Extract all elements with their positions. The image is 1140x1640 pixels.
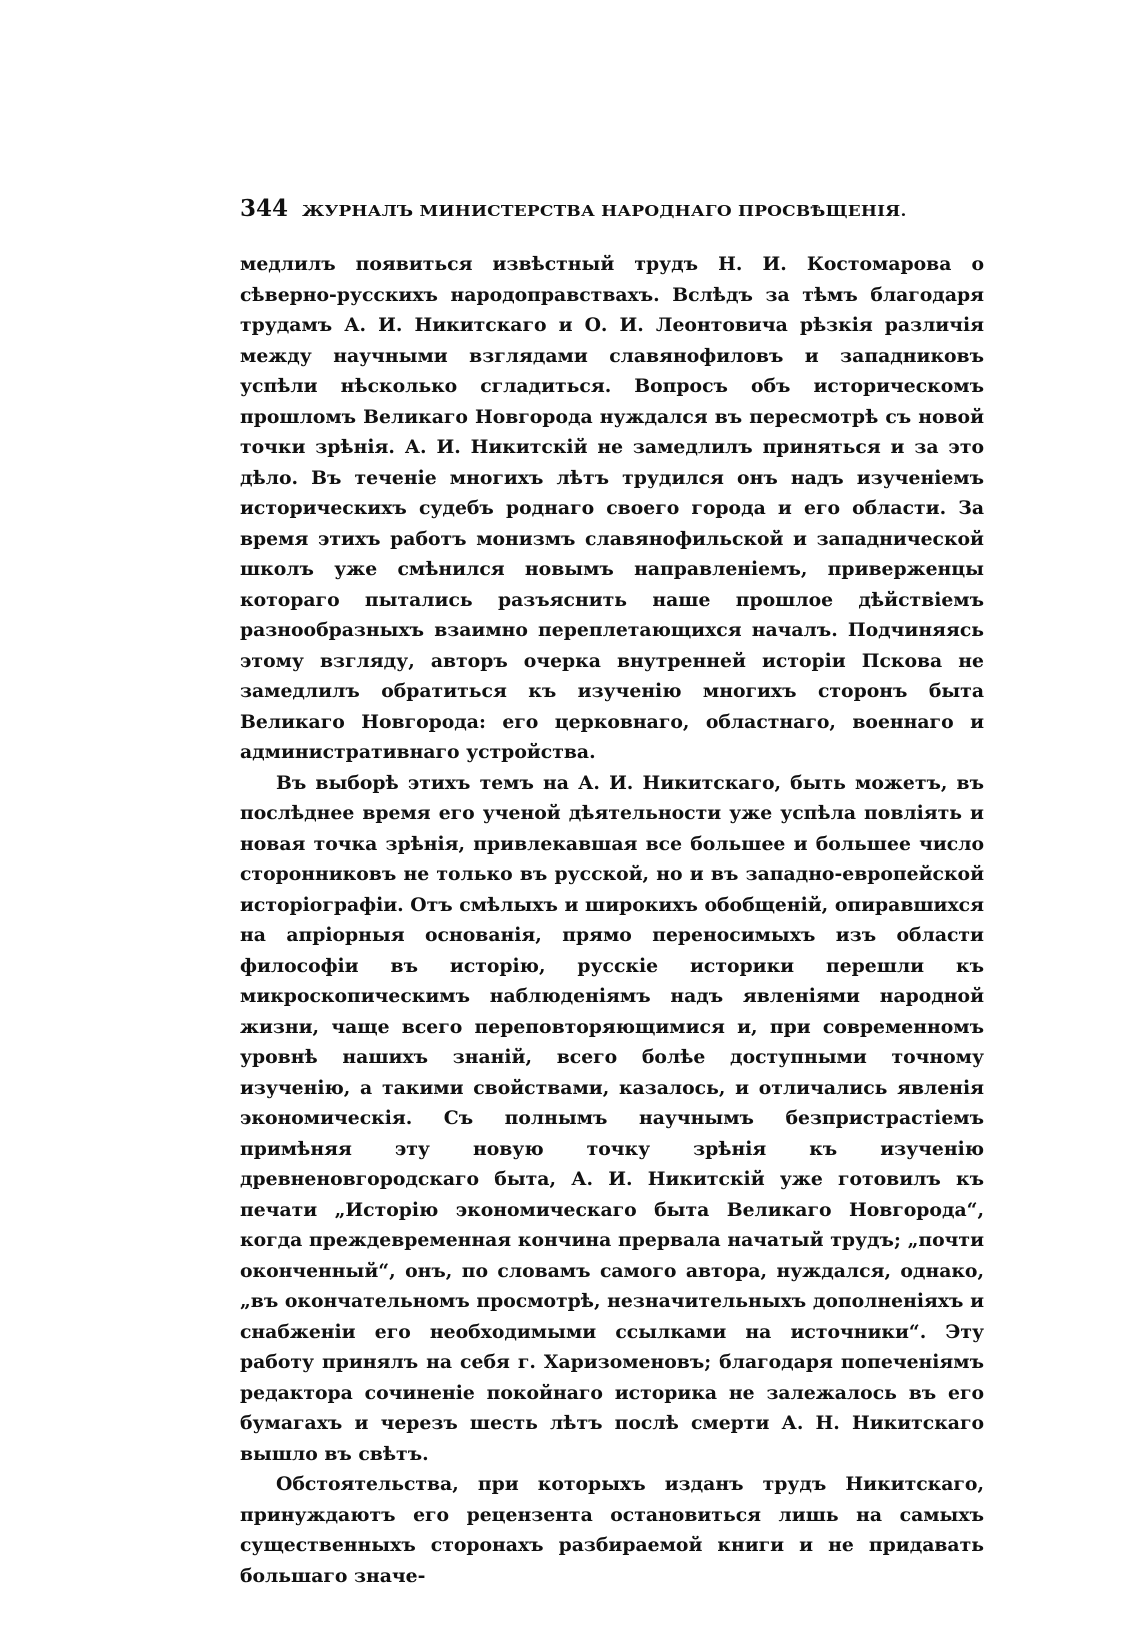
running-title: ЖУРНАЛЪ МИНИСТЕРСТВА НАРОДНАГО ПРОСВѢЩЕНІЯ. xyxy=(302,202,907,220)
page-header xyxy=(240,195,984,235)
paragraph: Обстоятельства, при которыхъ изданъ трудъ Никитскаго, принуждаютъ его рецензента остановиться лишь на самыхъ существенныхъ сторонахъ разбираемой книги и не придавать большаго значе- xyxy=(240,1473,984,1587)
body-text xyxy=(240,249,984,1591)
paragraph: Въ выборѣ этихъ темъ на А. И. Никитскаго, быть можетъ, въ послѣднее время его ученой дѣятельности уже успѣла повліять и новая точка зрѣнія, привлекавшая все большее и большее число сторонниковъ не только въ русской, но и въ западно-европейской исторіографіи. Отъ смѣлыхъ и широкихъ обобщеній, опиравшихся на апріорныя основанія, прямо переносимыхъ изъ области философіи въ исторію, русскіе историки перешли къ микроскопическимъ наблюденіямъ надъ явленіями народной жизни, чаще всего переповторяющимися и, при современномъ уровнѣ нашихъ знаній, всего болѣе доступными точному изученію, а такими свойствами, казалось, и отличались явленія экономическія. Съ полнымъ научнымъ безпристрастіемъ примѣняя эту новую точку зрѣнія къ изученію древненовгородскаго быта, А. И. Никитскій уже готовилъ къ печати „Исторію экономическаго быта Великаго Новгорода“, когда преждевременная кончина прервала начатый трудъ; „почти оконченный“, онъ, по словамъ самого автора, нуждался, однако, „въ окончательномъ просмотрѣ, незначительныхъ дополненіяхъ и снабженіи его необходимыми ссылками на источники“. Эту работу принялъ на себя г. Харизоменовъ; благодаря попеченіямъ редактора сочиненіе покойнаго историка не залежалось въ его бумагахъ и черезъ шесть лѣтъ послѣ смерти А. Н. Никитскаго вышло въ свѣтъ. xyxy=(240,771,984,1465)
paragraph: медлилъ появиться извѣстный трудъ Н. И. Костомарова о сѣверно-русскихъ народоправствахъ. Вслѣдъ за тѣмъ благодаря трудамъ А. И. Никитскаго и О. И. Леонтовича рѣзкія различія между научными взглядами славянофиловъ и западниковъ успѣли нѣсколько сгладиться. Вопросъ объ историческомъ прошломъ Великаго Новгорода нуждался въ пересмотрѣ съ новой точки зрѣнія. А. И. Никитскій не замедлилъ приняться и за это дѣло. Въ теченіе многихъ лѣтъ трудился онъ надъ изученіемъ историческихъ судебъ роднаго своего города и его области. За время этихъ работъ монизмъ славянофильской и западнической школъ уже смѣнился новымъ направленіемъ, приверженцы котораго пытались разъяснить наше прошлое дѣйствіемъ разнообразныхъ взаимно переплетающихся началъ. Подчиняясь этому взгляду, авторъ очерка внутренней исторіи Пскова не замедлилъ обратиться къ изученію многихъ сторонъ быта Великаго Новгорода: его церковнаго, областнаго, военнаго и административнаго устройства. xyxy=(240,253,984,763)
book-page xyxy=(240,195,984,1591)
page-number: 344 xyxy=(240,195,289,222)
